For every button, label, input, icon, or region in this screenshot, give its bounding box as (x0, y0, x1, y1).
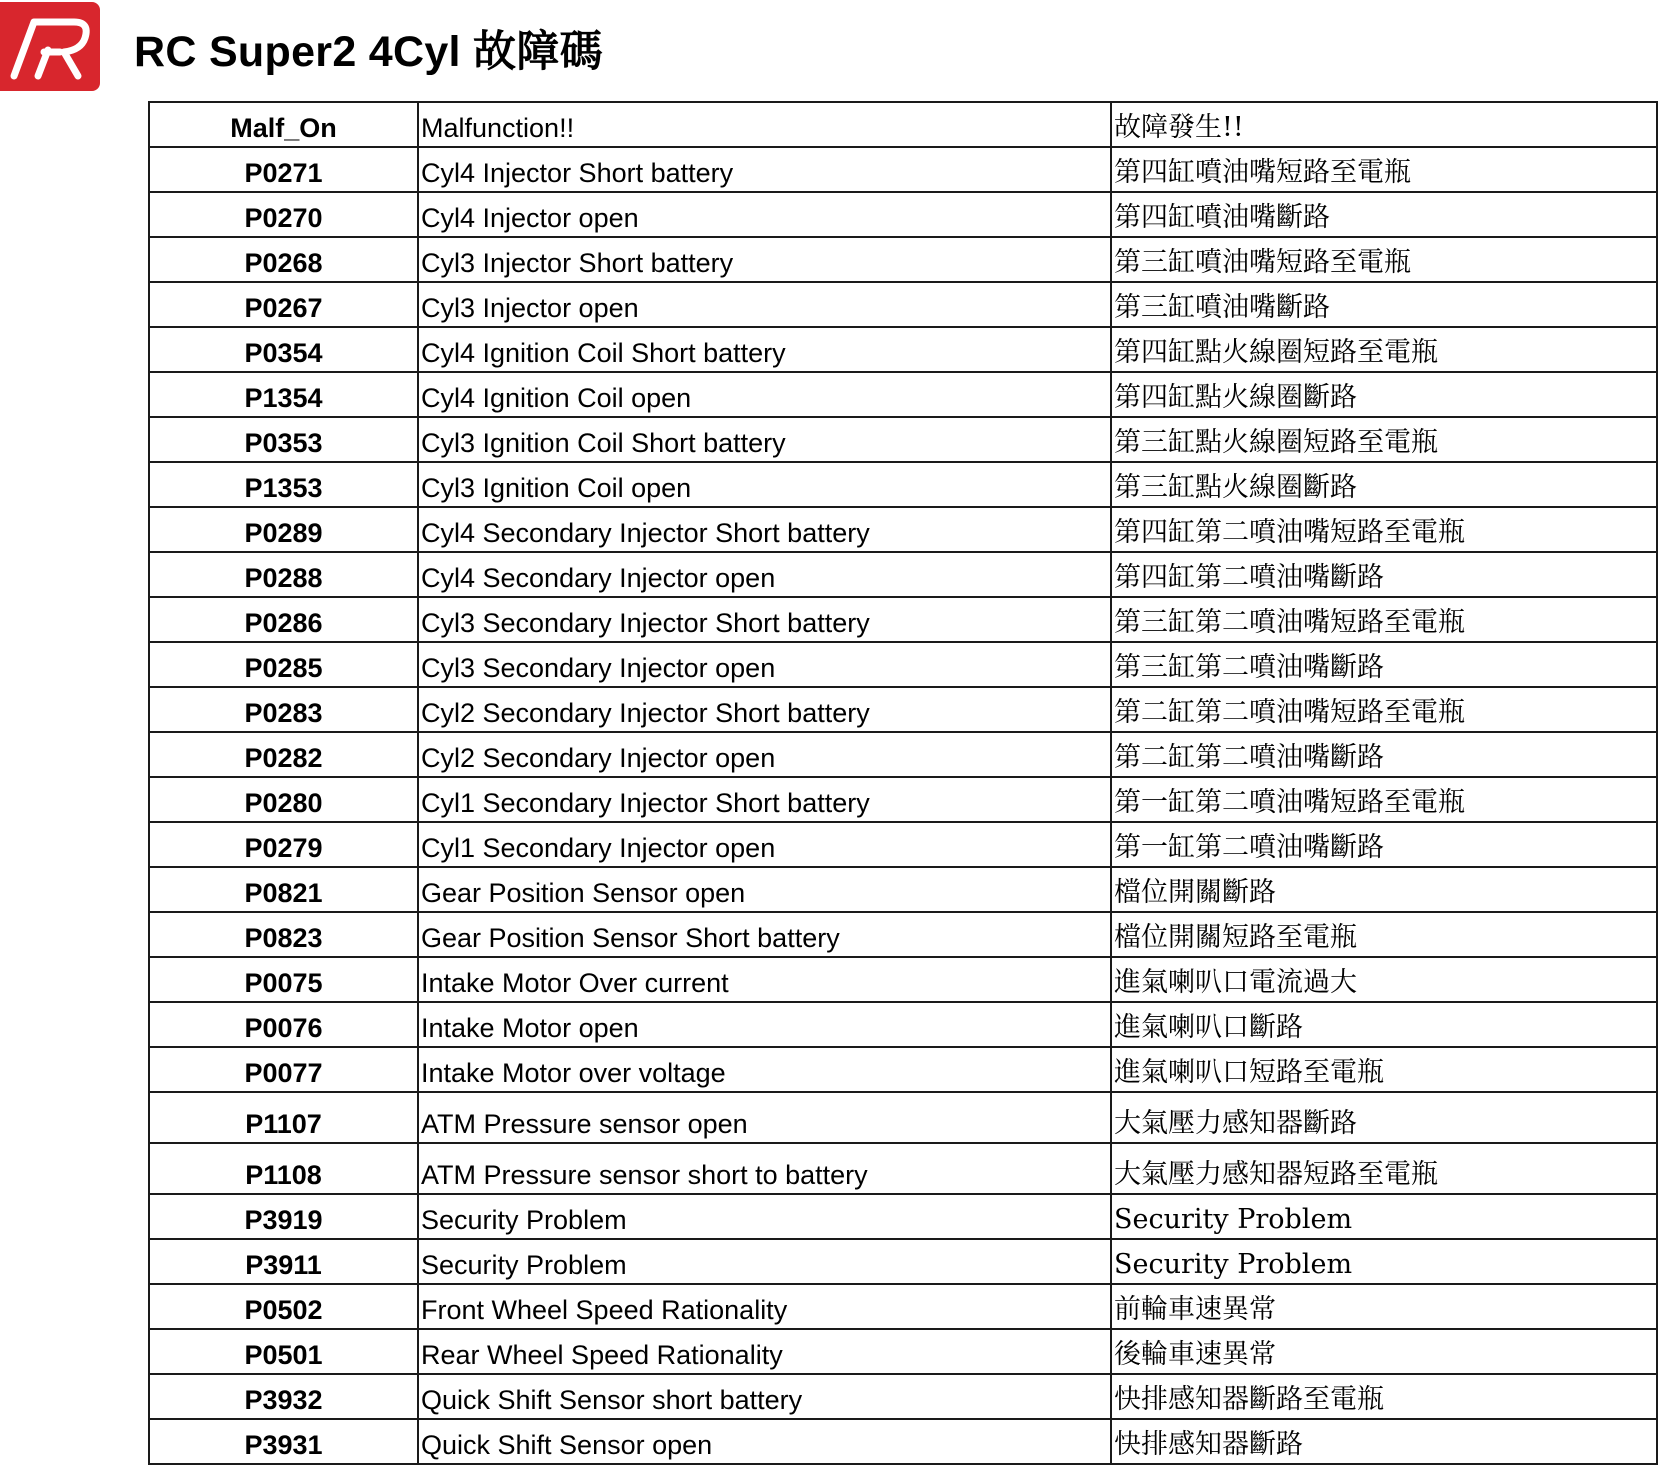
table-row (149, 462, 1657, 507)
english-description-cell: Cyl4 Ignition Coil Short battery (418, 327, 1111, 372)
english-description-cell: Cyl3 Secondary Injector open (418, 642, 1111, 687)
table-row (149, 732, 1657, 777)
chinese-description-cell: 後輪車速異常 (1111, 1329, 1657, 1374)
code-cell: P0075 (149, 957, 418, 1002)
table-row (149, 102, 1657, 147)
english-description-cell: Gear Position Sensor open (418, 867, 1111, 912)
code-cell: P0077 (149, 1047, 418, 1092)
chinese-description-cell: 第三缸第二噴油嘴斷路 (1111, 642, 1657, 687)
code-cell: P0279 (149, 822, 418, 867)
table-row (149, 1092, 1657, 1143)
table-row (149, 1143, 1657, 1194)
chinese-description-cell: 進氣喇叭口電流過大 (1111, 957, 1657, 1002)
english-description-cell: Malfunction!! (418, 102, 1111, 147)
chinese-description-cell: 第三缸第二噴油嘴短路至電瓶 (1111, 597, 1657, 642)
english-description-cell: Rear Wheel Speed Rationality (418, 1329, 1111, 1374)
table-row (149, 372, 1657, 417)
chinese-description-cell: 檔位開關斷路 (1111, 867, 1657, 912)
table-row (149, 237, 1657, 282)
code-cell: P0821 (149, 867, 418, 912)
chinese-description-cell: 第二缸第二噴油嘴斷路 (1111, 732, 1657, 777)
table-row (149, 1047, 1657, 1092)
english-description-cell: Intake Motor Over current (418, 957, 1111, 1002)
english-description-cell: Security Problem (418, 1239, 1111, 1284)
table-row (149, 1284, 1657, 1329)
chinese-description-cell: 快排感知器斷路 (1111, 1419, 1657, 1464)
chinese-description-cell: 故障發生!! (1111, 102, 1657, 147)
english-description-cell: Quick Shift Sensor open (418, 1419, 1111, 1464)
chinese-description-cell: 第三缸點火線圈斷路 (1111, 462, 1657, 507)
code-cell: P0283 (149, 687, 418, 732)
chinese-description-cell: 前輪車速異常 (1111, 1284, 1657, 1329)
english-description-cell: Front Wheel Speed Rationality (418, 1284, 1111, 1329)
code-cell: P0280 (149, 777, 418, 822)
chinese-description-cell: 第四缸點火線圈短路至電瓶 (1111, 327, 1657, 372)
code-cell: P0289 (149, 507, 418, 552)
table-row (149, 1419, 1657, 1464)
code-cell: P3932 (149, 1374, 418, 1419)
table-row (149, 597, 1657, 642)
table-row (149, 327, 1657, 372)
code-cell: P0285 (149, 642, 418, 687)
code-cell: P3931 (149, 1419, 418, 1464)
code-cell: P0270 (149, 192, 418, 237)
table-row (149, 912, 1657, 957)
code-cell: P0353 (149, 417, 418, 462)
chinese-description-cell: Security Problem (1111, 1239, 1657, 1284)
code-cell: P1108 (149, 1143, 418, 1194)
code-cell: P0286 (149, 597, 418, 642)
chinese-description-cell: 第一缸第二噴油嘴斷路 (1111, 822, 1657, 867)
table-row (149, 552, 1657, 597)
table-row (149, 777, 1657, 822)
chinese-description-cell: 第四缸噴油嘴斷路 (1111, 192, 1657, 237)
chinese-description-cell: 第二缸第二噴油嘴短路至電瓶 (1111, 687, 1657, 732)
code-cell: P1354 (149, 372, 418, 417)
english-description-cell: Cyl1 Secondary Injector open (418, 822, 1111, 867)
english-description-cell: Cyl4 Ignition Coil open (418, 372, 1111, 417)
table-row (149, 867, 1657, 912)
table-row (149, 1374, 1657, 1419)
chinese-description-cell: 檔位開關短路至電瓶 (1111, 912, 1657, 957)
chinese-description-cell: 第三缸點火線圈短路至電瓶 (1111, 417, 1657, 462)
code-cell: P0823 (149, 912, 418, 957)
english-description-cell: Cyl1 Secondary Injector Short battery (418, 777, 1111, 822)
english-description-cell: Gear Position Sensor Short battery (418, 912, 1111, 957)
chinese-description-cell: 大氣壓力感知器短路至電瓶 (1111, 1143, 1657, 1194)
table-row (149, 642, 1657, 687)
english-description-cell: Cyl3 Injector open (418, 282, 1111, 327)
code-cell: P0502 (149, 1284, 418, 1329)
code-cell: P1353 (149, 462, 418, 507)
english-description-cell: ATM Pressure sensor short to battery (418, 1143, 1111, 1194)
english-description-cell: Intake Motor over voltage (418, 1047, 1111, 1092)
english-description-cell: Cyl4 Secondary Injector Short battery (418, 507, 1111, 552)
code-cell: P0271 (149, 147, 418, 192)
chinese-description-cell: 第三缸噴油嘴斷路 (1111, 282, 1657, 327)
code-cell: P0354 (149, 327, 418, 372)
english-description-cell: ATM Pressure sensor open (418, 1092, 1111, 1143)
code-cell: P0282 (149, 732, 418, 777)
english-description-cell: Cyl2 Secondary Injector open (418, 732, 1111, 777)
code-cell: P3919 (149, 1194, 418, 1239)
table-row (149, 1239, 1657, 1284)
english-description-cell: Intake Motor open (418, 1002, 1111, 1047)
code-cell: P0076 (149, 1002, 418, 1047)
code-cell: P0267 (149, 282, 418, 327)
chinese-description-cell: 第四缸噴油嘴短路至電瓶 (1111, 147, 1657, 192)
chinese-description-cell: 快排感知器斷路至電瓶 (1111, 1374, 1657, 1419)
chinese-description-cell: 第一缸第二噴油嘴短路至電瓶 (1111, 777, 1657, 822)
table-row (149, 1002, 1657, 1047)
english-description-cell: Cyl2 Secondary Injector Short battery (418, 687, 1111, 732)
chinese-description-cell: Security Problem (1111, 1194, 1657, 1239)
chinese-description-cell: 第四缸第二噴油嘴斷路 (1111, 552, 1657, 597)
chinese-description-cell: 進氣喇叭口斷路 (1111, 1002, 1657, 1047)
code-cell: P0288 (149, 552, 418, 597)
english-description-cell: Quick Shift Sensor short battery (418, 1374, 1111, 1419)
table-row (149, 1194, 1657, 1239)
chinese-description-cell: 大氣壓力感知器斷路 (1111, 1092, 1657, 1143)
english-description-cell: Security Problem (418, 1194, 1111, 1239)
table-row (149, 822, 1657, 867)
chinese-description-cell: 進氣喇叭口短路至電瓶 (1111, 1047, 1657, 1092)
english-description-cell: Cyl4 Secondary Injector open (418, 552, 1111, 597)
table-row (149, 957, 1657, 1002)
chinese-description-cell: 第四缸第二噴油嘴短路至電瓶 (1111, 507, 1657, 552)
english-description-cell: Cyl4 Injector Short battery (418, 147, 1111, 192)
chinese-description-cell: 第四缸點火線圈斷路 (1111, 372, 1657, 417)
code-cell: P0501 (149, 1329, 418, 1374)
english-description-cell: Cyl3 Ignition Coil open (418, 462, 1111, 507)
fault-code-table (148, 101, 1658, 1465)
table-row (149, 282, 1657, 327)
table-row (149, 417, 1657, 462)
page-title: RC Super2 4Cyl 故障碼 (134, 28, 603, 76)
table-row (149, 192, 1657, 237)
table-row (149, 1329, 1657, 1374)
code-cell: Malf_On (149, 102, 418, 147)
english-description-cell: Cyl3 Ignition Coil Short battery (418, 417, 1111, 462)
english-description-cell: Cyl3 Injector Short battery (418, 237, 1111, 282)
english-description-cell: Cyl4 Injector open (418, 192, 1111, 237)
english-description-cell: Cyl3 Secondary Injector Short battery (418, 597, 1111, 642)
r-logo-icon (0, 2, 100, 91)
table-row (149, 687, 1657, 732)
code-cell: P3911 (149, 1239, 418, 1284)
code-cell: P1107 (149, 1092, 418, 1143)
table-row (149, 507, 1657, 552)
table-row (149, 147, 1657, 192)
code-cell: P0268 (149, 237, 418, 282)
chinese-description-cell: 第三缸噴油嘴短路至電瓶 (1111, 237, 1657, 282)
